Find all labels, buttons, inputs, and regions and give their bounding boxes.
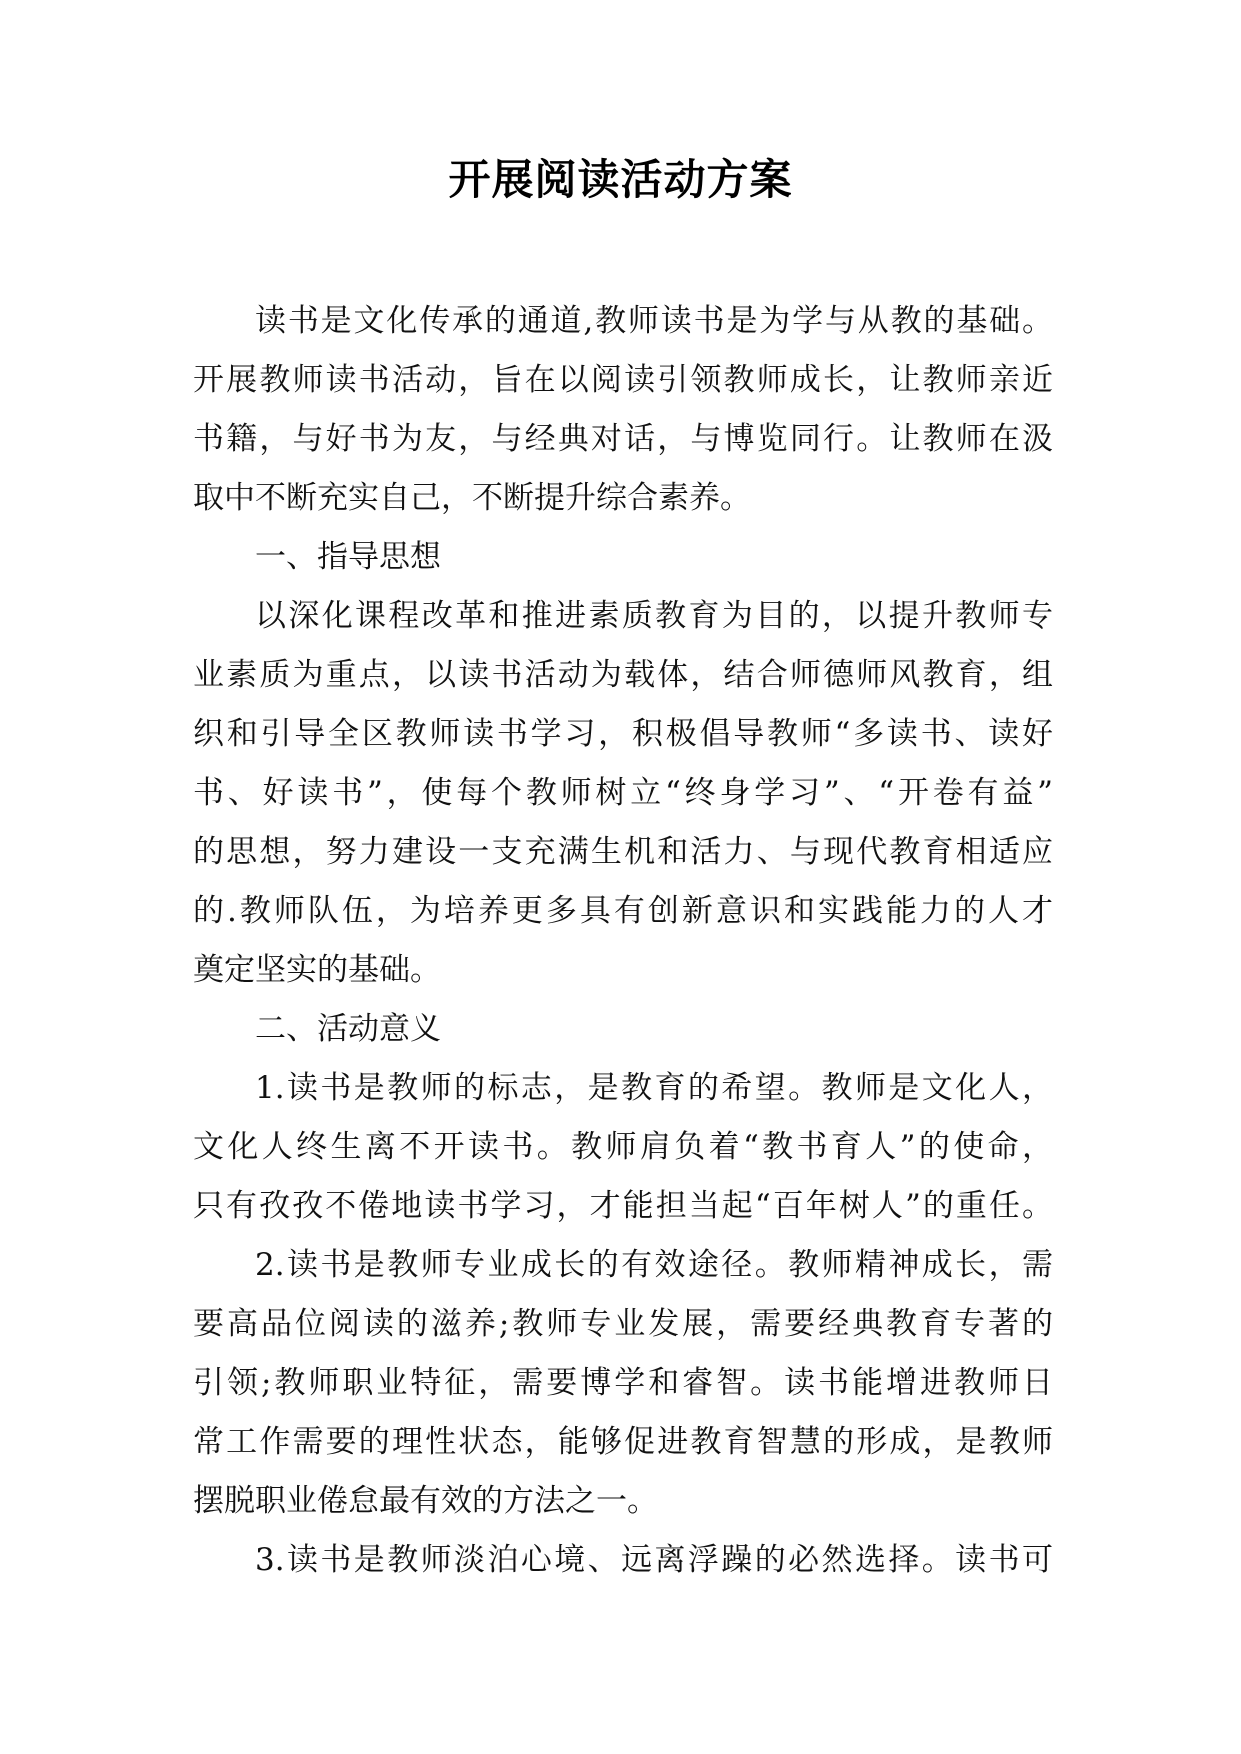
paragraph-line: 要高品位阅读的滋养;教师专业发展，需要经典教育专著的 xyxy=(193,1306,1053,1342)
paragraph-line: 奠定坚实的基础。 xyxy=(193,952,441,988)
paragraph-line: 3.读书是教师淡泊心境、远离浮躁的必然选择。读书可 xyxy=(255,1542,1053,1578)
document-title: 开展阅读活动方案 xyxy=(448,155,793,204)
paragraph-line: 摆脱职业倦怠最有效的方法之一。 xyxy=(193,1483,658,1519)
section-heading: 一、指导思想 xyxy=(255,539,441,575)
paragraph-line: 文化人终生离不开读书。教师肩负着“教书育人”的使命， xyxy=(193,1129,1053,1165)
section-heading: 二、活动意义 xyxy=(255,1011,441,1047)
paragraph-line: 织和引导全区教师读书学习，积极倡导教师“多读书、读好 xyxy=(193,716,1053,752)
paragraph-line: 读书是文化传承的通道,教师读书是为学与从教的基础。 xyxy=(255,303,1053,339)
paragraph-line: 书籍，与好书为友，与经典对话，与博览同行。让教师在汲 xyxy=(193,421,1053,457)
paragraph-line: 的.教师队伍，为培养更多具有创新意识和实践能力的人才 xyxy=(193,893,1053,929)
paragraph-line: 开展教师读书活动，旨在以阅读引领教师成长，让教师亲近 xyxy=(193,362,1053,398)
paragraph-line: 常工作需要的理性状态，能够促进教育智慧的形成，是教师 xyxy=(193,1424,1053,1460)
paragraph-line: 书、好读书”，使每个教师树立“终身学习”、“开卷有益” xyxy=(193,775,1053,811)
paragraph-line: 的思想，努力建设一支充满生机和活力、与现代教育相适应 xyxy=(193,834,1053,870)
paragraph-line: 取中不断充实自己，不断提升综合素养。 xyxy=(193,480,751,516)
paragraph-line: 引领;教师职业特征，需要博学和睿智。读书能增进教师日 xyxy=(193,1365,1053,1401)
paragraph-line: 1.读书是教师的标志，是教育的希望。教师是文化人， xyxy=(255,1070,1053,1106)
paragraph-line: 以深化课程改革和推进素质教育为目的，以提升教师专 xyxy=(255,598,1053,634)
paragraph-line: 2.读书是教师专业成长的有效途径。教师精神成长，需 xyxy=(255,1247,1053,1283)
document-body xyxy=(193,292,1053,1590)
paragraph-line: 业素质为重点，以读书活动为载体，结合师德师风教育，组 xyxy=(193,657,1053,693)
paragraph-line: 只有孜孜不倦地读书学习，才能担当起“百年树人”的重任。 xyxy=(193,1188,1053,1224)
